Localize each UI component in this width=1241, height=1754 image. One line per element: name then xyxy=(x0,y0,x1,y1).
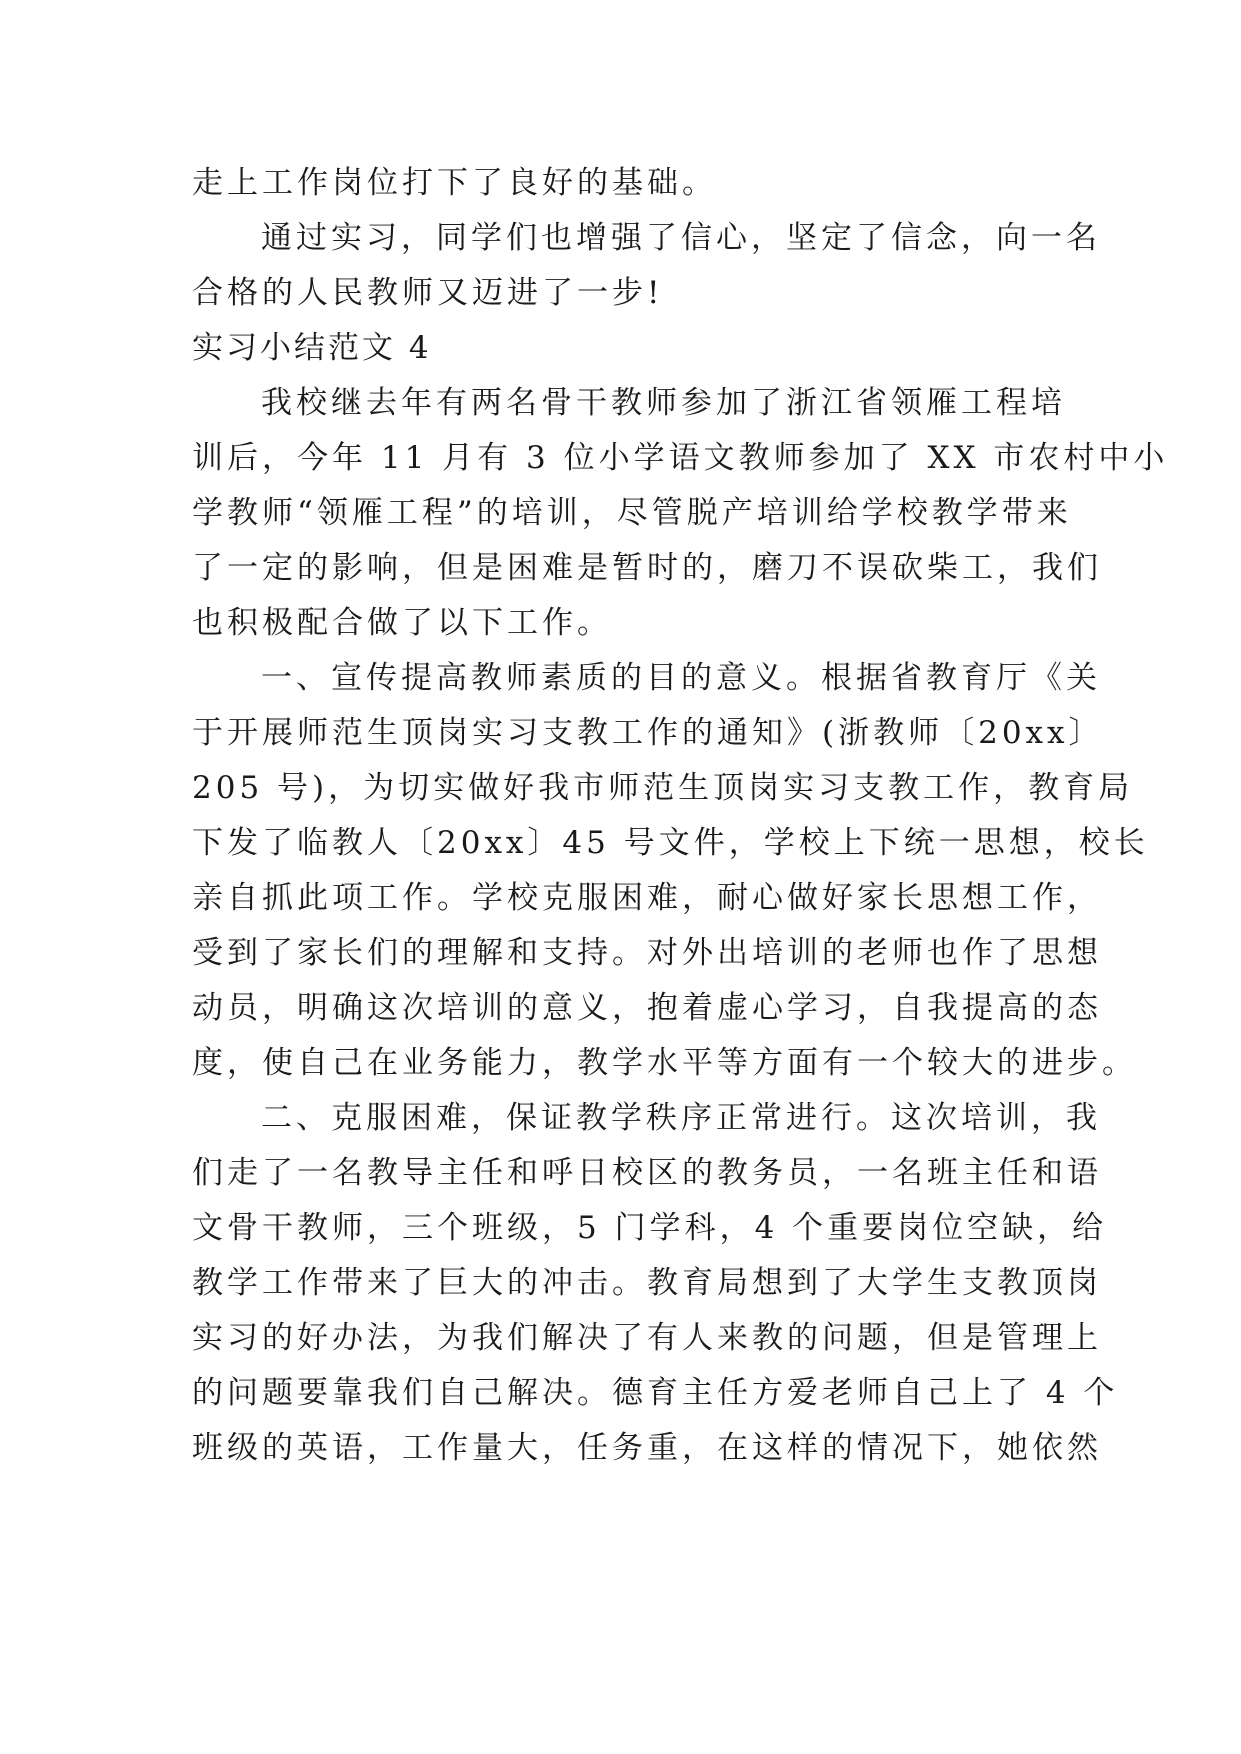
text-line: 的问题要靠我们自己解决。德育主任方爱老师自己上了 4 个 xyxy=(192,1375,1119,1411)
text-line: 下发了临教人〔20xx〕45 号文件，学校上下统一思想，校长 xyxy=(192,825,1149,861)
text-line: 度，使自己在业务能力，教学水平等方面有一个较大的进步。 xyxy=(192,1045,1137,1081)
section-heading: 实习小结范文 4 xyxy=(192,330,432,366)
text-line: 于开展师范生顶岗实习支教工作的通知》(浙教师〔20xx〕 xyxy=(192,715,1104,751)
text-line: 训后，今年 11 月有 3 位小学语文教师参加了 XX 市农村中小 xyxy=(192,440,1169,476)
paragraph-first-line: 一、宣传提高教师素质的目的意义。根据省教育厅《关 xyxy=(261,660,1101,696)
text-line: 受到了家长们的理解和支持。对外出培训的老师也作了思想 xyxy=(192,935,1102,971)
paragraph-first-line: 我校继去年有两名骨干教师参加了浙江省领雁工程培 xyxy=(261,385,1066,421)
text-line: 亲自抓此项工作。学校克服困难，耐心做好家长思想工作， xyxy=(192,880,1102,916)
text-line: 205 号)，为切实做好我市师范生顶岗实习支教工作，教育局 xyxy=(192,770,1134,806)
text-line: 动员，明确这次培训的意义，抱着虚心学习，自我提高的态 xyxy=(192,990,1102,1026)
paragraph-first-line: 二、克服困难，保证教学秩序正常进行。这次培训，我 xyxy=(261,1100,1101,1136)
text-line: 走上工作岗位打下了良好的基础。 xyxy=(192,165,717,201)
text-line: 合格的人民教师又迈进了一步! xyxy=(192,275,664,311)
text-line: 学教师“领雁工程”的培训，尽管脱产培训给学校教学带来 xyxy=(192,495,1072,531)
text-line: 文骨干教师，三个班级，5 门学科，4 个重要岗位空缺，给 xyxy=(192,1210,1108,1246)
text-line: 班级的英语，工作量大，任务重，在这样的情况下，她依然 xyxy=(192,1430,1102,1466)
text-line: 了一定的影响，但是困难是暂时的，磨刀不误砍柴工，我们 xyxy=(192,550,1102,586)
paragraph-first-line: 通过实习，同学们也增强了信心，坚定了信念，向一名 xyxy=(261,220,1101,256)
text-line: 实习的好办法，为我们解决了有人来教的问题，但是管理上 xyxy=(192,1320,1102,1356)
document-body xyxy=(192,156,1169,1476)
text-line: 们走了一名教导主任和呼日校区的教务员，一名班主任和语 xyxy=(192,1155,1102,1191)
text-line: 教学工作带来了巨大的冲击。教育局想到了大学生支教顶岗 xyxy=(192,1265,1102,1301)
text-line: 也积极配合做了以下工作。 xyxy=(192,605,612,641)
